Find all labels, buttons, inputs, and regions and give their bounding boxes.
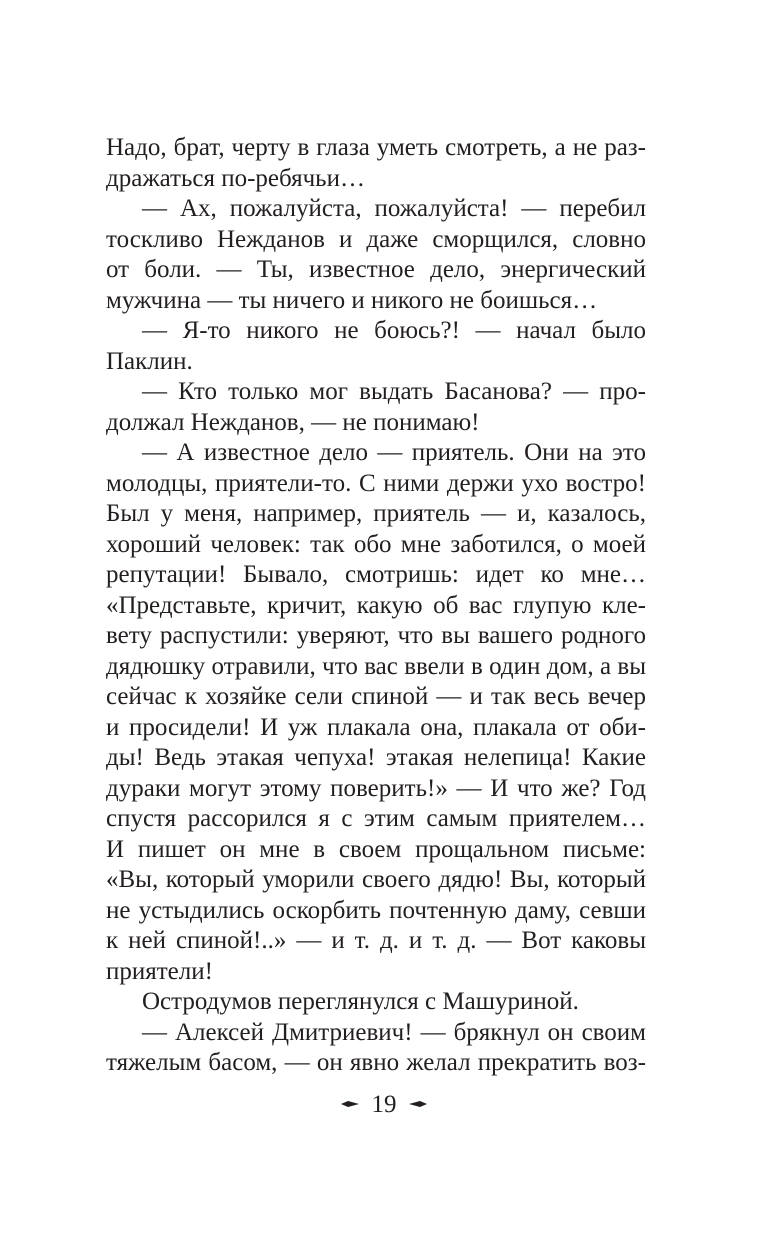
text-line: — А известное дело — приятель. Они на это (142, 439, 646, 466)
text-line: сейчас к хозяйке сели спиной — и так весь вечер (106, 683, 646, 710)
text-line: — Кто только мог выдать Басанова? — про- (142, 378, 646, 405)
text-line: Остродумов переглянулся с Машуриной. (142, 988, 579, 1015)
text-line: и просидели! И уж плакала она, плакала от оби- (106, 713, 646, 741)
text-line: Был у меня, например, приятель — и, казалось, (106, 500, 646, 527)
text-line: дражаться по-ребячьи… (106, 164, 365, 192)
text-line: дядюшку отравили, что вас ввели в один дом, а вы (106, 652, 646, 680)
text-line: И пишет он мне в своем прощальном письме: (106, 835, 646, 863)
ornament-left-icon (341, 1099, 359, 1109)
text-line: — Ах, пожалуйста, пожалуйста! — перебил (142, 195, 646, 222)
text-line: приятели! (106, 957, 213, 985)
page-number: 19 (371, 1091, 397, 1118)
text-line: должал Нежданов, — не понимаю! (106, 408, 480, 436)
text-line: хороший человек: так обо мне заботился, о моей (106, 530, 646, 558)
text-line: — Алексей Дмитриевич! — брякнул он своим (142, 1018, 646, 1046)
text-line: от боли. — Ты, известное дело, энергический (106, 256, 646, 283)
text-line: дураки могут этому поверить!» — И что же? Год (106, 774, 646, 802)
text-line: Надо, брат, черту в глаза уметь смотреть, а не раз- (106, 134, 646, 161)
text-line: молодцы, приятели-то. С ними держи ухо востро! (106, 469, 646, 497)
text-line: тяжелым басом, — он явно желал прекратить воз- (106, 1049, 646, 1076)
text-line: тоскливо Нежданов и даже сморщился, словно (106, 225, 646, 253)
text-line: к ней спиной!..» — и т. д. и т. д. — Вот каковы (106, 927, 646, 954)
text-line: репутации! Бывало, смотришь: идет ко мне… (106, 561, 646, 588)
text-line: не устыдились оскорбить почтенную даму, севши (106, 896, 646, 924)
ornament-right-icon (409, 1099, 427, 1109)
text-line: — Я-то никого не боюсь?! — начал было (142, 317, 646, 344)
text-line: ды! Ведь этакая чепуха! этакая нелепица! Какие (106, 744, 646, 771)
page-footer (0, 1090, 768, 1120)
text-line: мужчина — ты ничего и никого не боишься… (106, 286, 598, 314)
text-line: «Вы, который уморили своего дядю! Вы, который (106, 866, 646, 893)
text-line: вету распустили: уверяют, что вы вашего родного (106, 622, 646, 649)
page-text (106, 133, 646, 1079)
text-line: Паклин. (106, 347, 193, 375)
text-line: спустя рассорился я с этим самым приятелем… (106, 805, 646, 832)
text-line: «Представьте, кричит, какую об вас глупую кле- (106, 591, 646, 619)
